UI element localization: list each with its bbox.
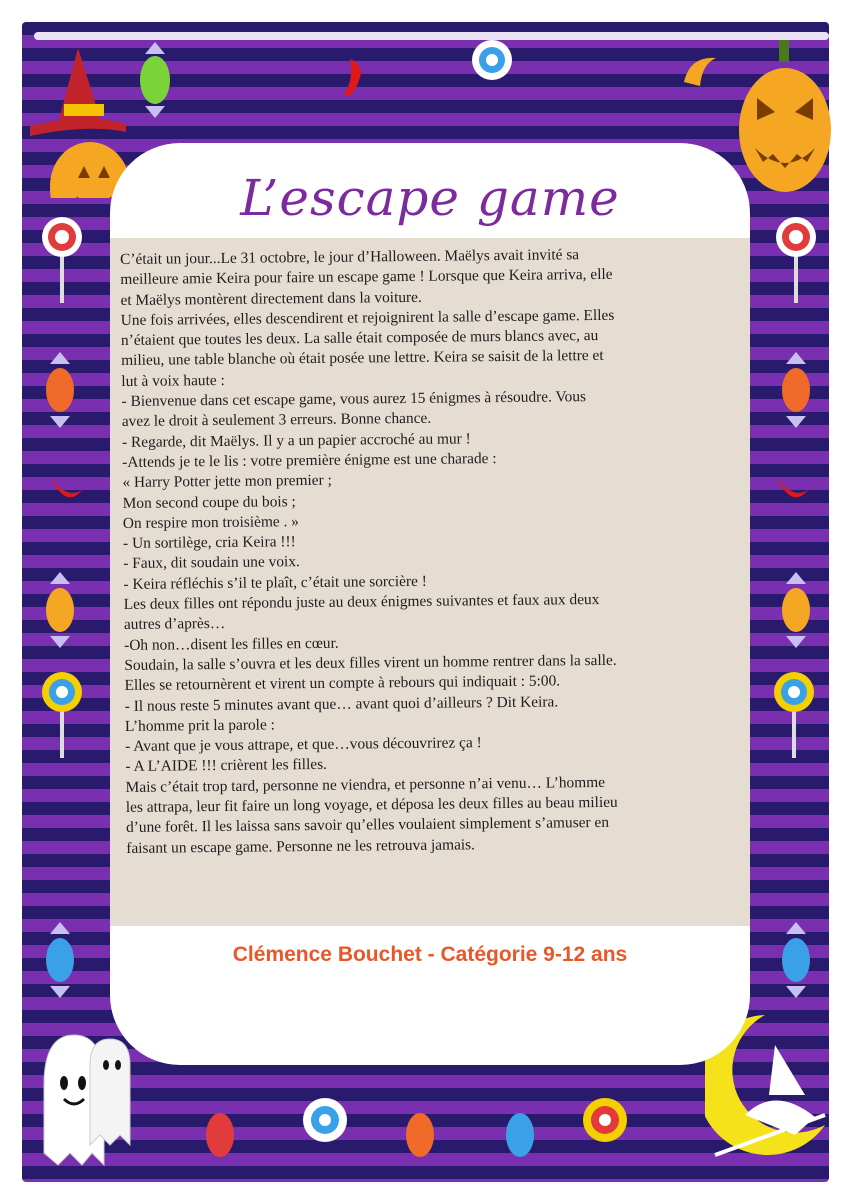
wrapped-candy-icon (40, 570, 80, 650)
wrapped-candy-icon (776, 570, 816, 650)
story-line: Elles se retournèrent et virent un compte à rebours qui indiquait : 5:00. (124, 672, 561, 695)
top-highlight-bar (34, 32, 829, 40)
story-line: lut à voix haute : (121, 371, 225, 390)
story-line: On respire mon troisième . » (122, 513, 300, 532)
story-line: - Faux, dit soudain une voix. (123, 553, 300, 573)
story-line: Une fois arrivées, elles descendirent et rejoignirent la salle d’escape game. Elles (120, 306, 615, 329)
wrapped-candy-icon (40, 920, 80, 1000)
story-line: Les deux filles ont répondu juste au deux énigmes suivantes et faux aux deux (123, 591, 600, 614)
author-credit: Clémence Bouchet - Catégorie 9-12 ans (232, 943, 628, 966)
story-line: - Bienvenue dans cet escape game, vous aurez 15 énigmes à résoudre. Vous (121, 388, 587, 411)
jelly-bean-icon (340, 55, 370, 105)
story-line: Soudain, la salle s’ouvra et les deux filles virent un homme rentrer dans la salle. (124, 651, 617, 674)
story-line: faisant un escape game. Personne ne les retrouva jamais. (126, 835, 476, 857)
story-paper (110, 238, 750, 926)
ghost-icon (34, 1025, 134, 1175)
story-line: - Avant que je vous attrape, et que…vous découvrirez ça ! (125, 734, 482, 756)
story-line: n’étaient que toutes les deux. La salle était composée de murs blancs avec, au (120, 327, 599, 350)
story-line: -Attends je te le lis : votre première énigme est une charade : (122, 450, 497, 471)
lollipop-icon (580, 1095, 630, 1165)
story-line: avez le droit à seulement 3 erreurs. Bonne chance. (121, 410, 432, 431)
jelly-bean-icon (680, 52, 720, 92)
wrapped-candy-icon (400, 1100, 440, 1170)
story-text (120, 244, 746, 859)
lollipop-icon (40, 670, 84, 760)
jelly-bean-icon (46, 470, 86, 510)
wrapped-candy-icon (500, 1100, 540, 1170)
story-line: - Regarde, dit Maëlys. Il y a un papier accroché au mur ! (121, 430, 471, 451)
story-line: et Maëlys montèrent directement dans la voiture. (120, 288, 422, 309)
story-line: les attrapa, leur fit faire un long voyage, et déposa les deux filles au beau milieu (125, 793, 618, 816)
wrapped-candy-icon (776, 920, 816, 1000)
story-line: - A L’AIDE !!! crièrent les filles. (125, 756, 328, 776)
story-line: - Un sortilège, cria Keira !!! (122, 533, 296, 553)
lollipop-icon (300, 1095, 350, 1165)
story-line: Mon second coupe du bois ; (122, 492, 296, 512)
story-line: C’était un jour...Le 31 octobre, le jour d’Halloween. Maëlys avait invité sa (120, 246, 580, 268)
story-line: - Il nous reste 5 minutes avant que… avant quoi d’ailleurs ? Dit Keira. (124, 692, 559, 715)
wrapped-candy-icon (40, 350, 80, 430)
jack-o-lantern-icon (735, 38, 835, 198)
story-line: -Oh non…disent les filles en cœur. (124, 634, 339, 654)
page-title: L’escape game (240, 169, 620, 227)
wrapped-candy-icon (135, 40, 175, 120)
story-line: Mais c’était trop tard, personne ne viendra, et personne n’ai venu… L’homme (125, 773, 606, 796)
wrapped-candy-icon (776, 350, 816, 430)
story-line: d’une forêt. Il les laissa sans savoir qu’elles voulaient simplement s’amuser en (125, 814, 610, 837)
story-line: autres d’après… (123, 615, 226, 634)
story-line: L’homme prit la parole : (124, 716, 275, 735)
story-line: - Keira réfléchis s’il te plaît, c’était une sorcière ! (123, 572, 427, 593)
story-line: meilleure amie Keira pour faire un escape game ! Lorsque que Keira arriva, elle (120, 266, 613, 289)
content-panel (110, 143, 750, 1065)
lollipop-icon (470, 38, 514, 128)
lollipop-icon (40, 215, 84, 305)
lollipop-icon (772, 670, 816, 760)
story-line: « Harry Potter jette mon premier ; (122, 472, 332, 492)
wrapped-candy-icon (200, 1100, 240, 1170)
lollipop-icon (774, 215, 818, 305)
story-line: milieu, une table blanche où était posée une lettre. Keira se saisit de la lettre et (121, 347, 604, 370)
jelly-bean-icon (772, 470, 812, 510)
